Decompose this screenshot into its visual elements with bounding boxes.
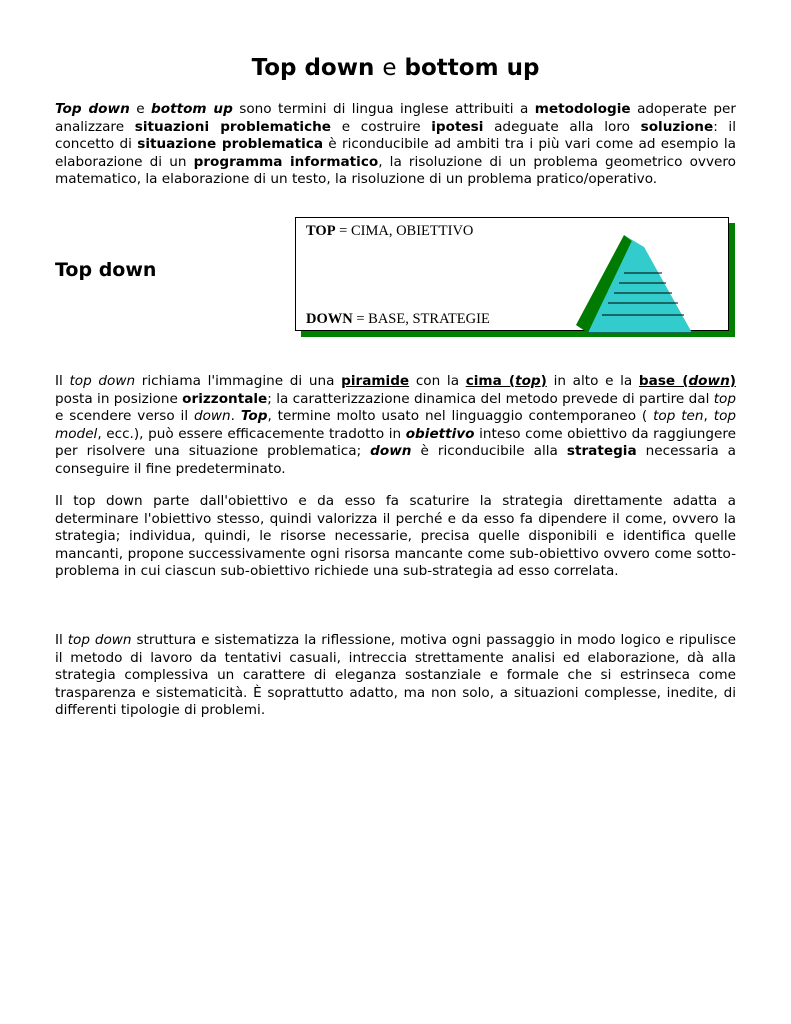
term-bottom-up: bottom up bbox=[151, 101, 233, 117]
diagram-box bbox=[295, 217, 729, 331]
text-run: , la risoluzione di un problema geometrico ovvero matematico, la elaborazione di un testo, la risoluzione di un problema pratico/operativo. bbox=[55, 153, 736, 188]
text-run: ) bbox=[540, 373, 547, 389]
text-run: adoperate per analizzare bbox=[55, 101, 736, 135]
text-run: top down bbox=[67, 632, 132, 648]
diagram-down-key: DOWN bbox=[306, 311, 353, 327]
page-title bbox=[0, 55, 791, 81]
text-run: e costruire bbox=[331, 118, 432, 135]
text-run: base ( bbox=[638, 373, 689, 389]
text-run: top bbox=[515, 373, 541, 389]
term-base bbox=[639, 373, 736, 389]
text-run: down bbox=[193, 408, 231, 425]
text-run: e bbox=[129, 101, 151, 117]
text-run: down bbox=[688, 373, 730, 389]
term-situazioni-problematiche: situazioni problematiche bbox=[134, 118, 332, 135]
term-cima bbox=[466, 373, 547, 389]
diagram-top-value: = CIMA, OBIETTIVO bbox=[335, 223, 474, 239]
text-run: necessaria a conseguire il fine predeterminato. bbox=[55, 443, 736, 477]
term-strategia: strategia bbox=[566, 443, 637, 460]
strategy-paragraph: Il top down parte dall'obiettivo e da esso fa scaturire la strategia direttamente adatta a determinare l'obiettivo stesso, quindi valorizza il perché e da esso fa dipendere il come, ovvero la strategia; individua, quindi, le risorse necessarie, precisa quelle disponibili e identifica quelle mancanti, propone successivamente ogni risorsa mancante come sub-obiettivo ovvero come sotto-problema in cui ciascun sub-obiettivo richiede una sub-strategia ad esso correlata. bbox=[55, 493, 736, 580]
term-piramide: piramide bbox=[341, 373, 410, 389]
text-run: : il concetto di bbox=[55, 118, 736, 153]
text-run: in alto e la bbox=[546, 373, 639, 389]
text-run: top bbox=[713, 390, 736, 407]
term-soluzione: soluzione bbox=[640, 118, 714, 135]
term-programma-informatico: programma informatico bbox=[193, 153, 379, 170]
term-obiettivo: obiettivo bbox=[405, 425, 475, 442]
text-run: top down bbox=[69, 373, 136, 389]
structure-paragraph bbox=[55, 632, 736, 720]
term-top: Top bbox=[240, 408, 268, 425]
text-run: ) bbox=[729, 373, 736, 389]
text-run: ; la caratterizzazione dinamica del metodo prevede di partire dal bbox=[267, 390, 714, 407]
text-run: Il bbox=[55, 373, 70, 389]
text-run: è riconducibile ad ambiti tra i più vari come ad esempio la elaborazione di un bbox=[55, 136, 736, 170]
pyramid-icon bbox=[566, 233, 696, 333]
text-run: . bbox=[230, 408, 241, 425]
title-part-1: Top down bbox=[251, 55, 375, 81]
text-run: richiama l'immagine di una bbox=[135, 373, 342, 389]
term-orizzontale: orizzontale bbox=[182, 390, 268, 407]
text-run: sono termini di lingua inglese attribuiti a bbox=[232, 101, 535, 117]
text-run: con la bbox=[409, 373, 466, 389]
term-situazione-problematica: situazione problematica bbox=[137, 136, 323, 153]
text-run: e scendere verso il bbox=[55, 408, 194, 425]
text-run: top model bbox=[55, 408, 737, 442]
text-run: , bbox=[703, 408, 714, 425]
text-run: è riconducibile alla bbox=[411, 443, 567, 460]
text-run: inteso come obiettivo da raggiungere per risolvere una situazione problematica; bbox=[55, 425, 736, 460]
text-run: struttura e sistematizza la riflessione, motiva ogni passaggio in modo logico e ripulisce il metodo di lavoro da tentativi casuali, intreccia strettamente analisi ed elaborazione, dà alla strategia complessiva un carattere di eleganza sostanziale e formale che si estrinseca come trasparenza e sistematicità. È soprattutto adatto, ma non solo, a situazioni complesse, inedite, di differenti tipologie di problemi. bbox=[55, 632, 737, 719]
diagram-down-label bbox=[306, 311, 490, 328]
diagram-top-key: TOP bbox=[306, 223, 336, 239]
title-part-2: bottom up bbox=[404, 55, 540, 81]
diagram-top-label bbox=[306, 223, 473, 240]
text-run: top ten bbox=[653, 408, 704, 425]
text-run: Il bbox=[55, 632, 68, 648]
term-top-down: Top down bbox=[55, 101, 130, 117]
text-run: posta in posizione bbox=[55, 390, 183, 407]
term-metodologie: metodologie bbox=[534, 101, 631, 117]
intro-paragraph bbox=[55, 101, 736, 189]
section-heading: Top down bbox=[55, 259, 157, 281]
text-run: , termine molto usato nel linguaggio contemporaneo ( bbox=[267, 408, 654, 425]
pyramid-paragraph bbox=[55, 373, 736, 479]
text-run: cima ( bbox=[465, 373, 516, 389]
text-run: , ecc.), può essere efficacemente tradotto in bbox=[97, 425, 406, 442]
term-ipotesi: ipotesi bbox=[431, 118, 484, 135]
diagram-down-value: = BASE, STRATEGIE bbox=[352, 311, 490, 327]
term-down: down bbox=[370, 443, 412, 460]
title-conjunction: e bbox=[382, 55, 397, 81]
text-run: adeguate alla loro bbox=[483, 118, 641, 135]
